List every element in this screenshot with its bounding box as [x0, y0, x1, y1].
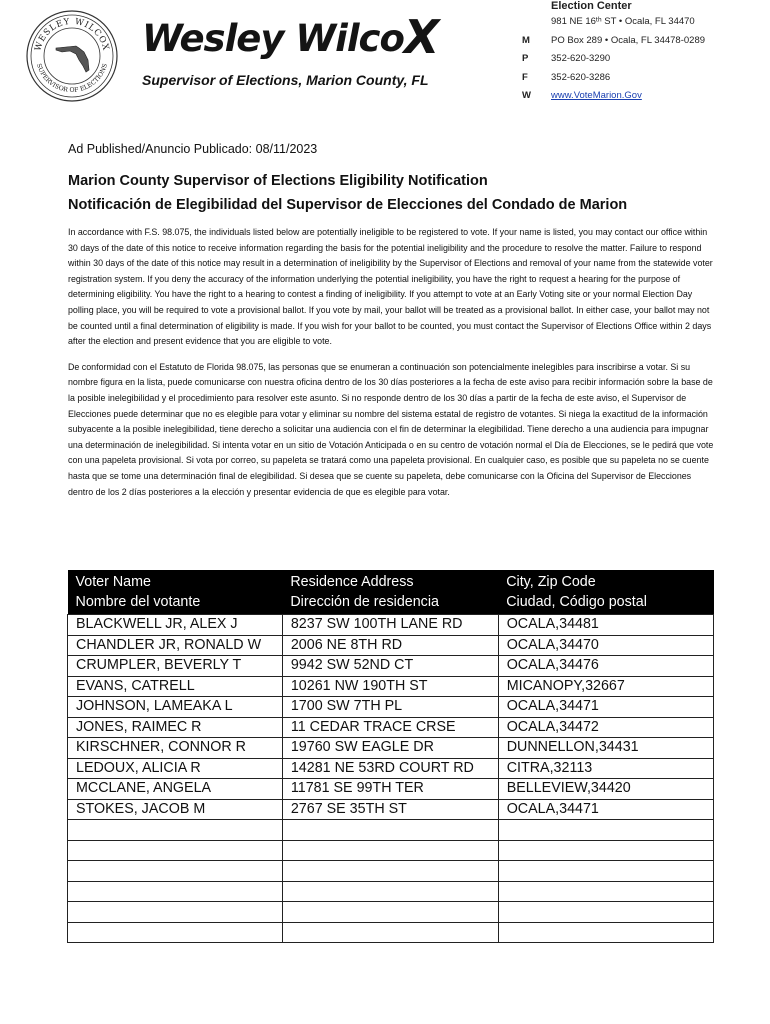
- table-row: [68, 779, 714, 800]
- residence-address-cell: 19760 SW EAGLE DR: [282, 738, 498, 759]
- city-zip-cell: [498, 902, 713, 923]
- residence-address-cell: [282, 902, 498, 923]
- voter-name-cell: STOKES, JACOB M: [68, 799, 283, 820]
- residence-address-cell: 11781 SE 99TH TER: [282, 779, 498, 800]
- city-zip-cell: [498, 922, 713, 943]
- city-zip-cell: MICANOPY,32667: [498, 676, 713, 697]
- table-row: [68, 881, 714, 902]
- contact-address-row: [522, 16, 762, 35]
- notice-content: [68, 142, 716, 500]
- residence-address-cell: 11 CEDAR TRACE CRSE: [282, 717, 498, 738]
- residence-address-cell: [282, 820, 498, 841]
- table-row: [68, 697, 714, 718]
- city-zip-cell: [498, 840, 713, 861]
- residence-address-cell: [282, 881, 498, 902]
- city-zip-cell: BELLEVIEW,34420: [498, 779, 713, 800]
- city-zip-cell: OCALA,34471: [498, 799, 713, 820]
- table-row: [68, 676, 714, 697]
- table-header-row: [68, 570, 714, 615]
- city-zip-cell: CITRA,32113: [498, 758, 713, 779]
- contact-mail: PO Box 289 • Ocala, FL 34478-0289: [551, 34, 706, 46]
- notice-body-spanish: De conformidad con el Estatuto de Florida 98.075, las personas que se enumeran a continuación son potencialmente inelegibles para inscribirse a votar. Si su nombre figura en la lista, puede comunicarse con nuestra oficina dentro de los 30 días posteriores a la fecha de este aviso para recibir información sobre la base de la posible inelegibilidad y el procedimiento para resolver este asunto. Si no responde dentro de los 30 días a partir de la fecha de este aviso, el Supervisor de Elecciones puede determinar que no es elegible para votar y eliminar su nombre del sistema estatal de registro de votantes. Si niega la exactitud de la información subyacente a la posible inelegibilidad, tiene derecho a solicitar una audiencia con el fin de determinar la elegibilidad. Tiene derecho a una audiencia para impugnar una determinación de inelegibilidad. Si intenta votar en un sitio de Votación Anticipada o en su centro de votación normal el Día de Elecciones, se le pedirá que vote con una papeleta provisional. Si vota por correo, su papeleta se tratará como una papeleta provisional. En cualquier caso, es posible que su papeleta no se cuente hasta que se tome una determinación final de elegibilidad. Si desea que se cuente su papeleta, debe comunicarse con la Oficina del Supervisor de Elecciones dentro de los 2 días posteriores a la elección y presentar evidencia de que es elegible para votar.: [68, 361, 714, 497]
- residence-address-cell: 2006 NE 8TH RD: [282, 635, 498, 656]
- city-zip-cell: OCALA,34476: [498, 656, 713, 677]
- residence-address-cell: 14281 NE 53RD COURT RD: [282, 758, 498, 779]
- title-spanish: Notificación de Elegibilidad del Supervisor de Elecciones del Condado de Marion: [68, 197, 628, 213]
- city-zip-cell: DUNNELLON,34431: [498, 738, 713, 759]
- city-zip-cell: OCALA,34472: [498, 717, 713, 738]
- voter-name-cell: [68, 820, 283, 841]
- table-row: [68, 656, 714, 677]
- header-residence-address: Residence Address Dirección de residencia: [282, 570, 498, 615]
- published-date: Ad Published/Anuncio Publicado: 08/11/2023: [68, 142, 318, 156]
- table-row: [68, 799, 714, 820]
- voter-name-cell: CHANDLER JR, RONALD W: [68, 635, 283, 656]
- table-row: [68, 738, 714, 759]
- contact-fax: 352-620-3286: [551, 71, 611, 83]
- residence-address-cell: [282, 840, 498, 861]
- city-zip-cell: [498, 881, 713, 902]
- table-row: [68, 615, 714, 636]
- website-link[interactable]: www.VoteMarion.Gov: [551, 90, 642, 101]
- voter-name-cell: JONES, RAIMEC R: [68, 717, 283, 738]
- voter-name-cell: [68, 902, 283, 923]
- contact-address: 981 NE 16ᵗʰ ST • Ocala, FL 34470: [551, 16, 695, 27]
- title-english: Marion County Supervisor of Elections Eligibility Notification: [68, 173, 488, 189]
- residence-address-cell: 2767 SE 35TH ST: [282, 799, 498, 820]
- voter-name-cell: [68, 861, 283, 882]
- residence-address-cell: 9942 SW 52ND CT: [282, 656, 498, 677]
- brand-name: Wesley WilcoX: [142, 10, 439, 64]
- header-voter-name: Voter Name Nombre del votante: [68, 570, 283, 615]
- contact-row-fax: F 352-620-3286: [522, 71, 611, 83]
- voter-name-cell: BLACKWELL JR, ALEX J: [68, 615, 283, 636]
- brand-subtitle: Supervisor of Elections, Marion County, FL: [142, 72, 429, 88]
- voter-name-cell: [68, 840, 283, 861]
- city-zip-cell: [498, 820, 713, 841]
- city-zip-cell: [498, 861, 713, 882]
- residence-address-cell: 1700 SW 7TH PL: [282, 697, 498, 718]
- contact-heading: Election Center: [551, 0, 632, 12]
- residence-address-cell: 8237 SW 100TH LANE RD: [282, 615, 498, 636]
- contact-block: [522, 0, 762, 109]
- voter-name-cell: LEDOUX, ALICIA R: [68, 758, 283, 779]
- table-row: [68, 922, 714, 943]
- residence-address-cell: [282, 922, 498, 943]
- contact-row-phone: P 352-620-3290: [522, 53, 611, 64]
- voter-name-cell: [68, 922, 283, 943]
- county-seal-logo: [26, 10, 118, 102]
- table-row: [68, 820, 714, 841]
- city-zip-cell: OCALA,34471: [498, 697, 713, 718]
- voter-name-cell: EVANS, CATRELL: [68, 676, 283, 697]
- voter-name-cell: KIRSCHNER, CONNOR R: [68, 738, 283, 759]
- table-row: [68, 861, 714, 882]
- table-row: [68, 635, 714, 656]
- table-row: [68, 840, 714, 861]
- city-zip-cell: OCALA,34470: [498, 635, 713, 656]
- voter-name-cell: CRUMPLER, BEVERLY T: [68, 656, 283, 677]
- city-zip-cell: OCALA,34481: [498, 615, 713, 636]
- header-city-zip: City, Zip Code Ciudad, Código postal: [498, 570, 713, 615]
- contact-row-web: W www.VoteMarion.Gov: [522, 90, 642, 101]
- residence-address-cell: [282, 861, 498, 882]
- voter-name-cell: JOHNSON, LAMEAKA L: [68, 697, 283, 718]
- table-row: [68, 758, 714, 779]
- voter-table: [67, 570, 714, 943]
- svg-text:SUPERVISOR OF ELECTIONS: SUPERVISOR OF ELECTIONS: [34, 62, 110, 94]
- contact-row-mail: M PO Box 289 • Ocala, FL 34478-0289: [522, 34, 706, 46]
- residence-address-cell: 10261 NW 190TH ST: [282, 676, 498, 697]
- voter-name-cell: [68, 881, 283, 902]
- svg-text:WESLEY WILCOX: WESLEY WILCOX: [33, 16, 111, 53]
- table-row: [68, 717, 714, 738]
- contact-phone: 352-620-3290: [551, 53, 611, 64]
- table-row: [68, 902, 714, 923]
- notice-body-english: In accordance with F.S. 98.075, the individuals listed below are potentially ineligible to be registered to vote. If your name is listed, you may contact our office within 30 days of the date of this notice to receive information regarding the basis for the potential ineligibility and the procedure to resolve the matter. Failure to respond within 30 days of the date of this notice may result in a determination of ineligibility by the Supervisor of Elections and removal of your name from the statewide voter registration system. If you deny the accuracy of the information underlying the potential ineligibility, you have the right to request a hearing for the purpose of determining eligibility. You have the right to a hearing to contest a finding of ineligibility. If you attempt to vote at an Early Voting site or your normal Election Day polling place, you will be required to vote a provisional ballot. If you vote by mail, your ballot will be treated as a provisional ballot. In either case, your ballot may not be counted until a final determination of eligibility is made. If you wish for your ballot to be counted, you must contact the Supervisor of Elections Office within 2 days after the election and present evidence that you are eligible to vote.: [68, 227, 713, 347]
- voter-name-cell: MCCLANE, ANGELA: [68, 779, 283, 800]
